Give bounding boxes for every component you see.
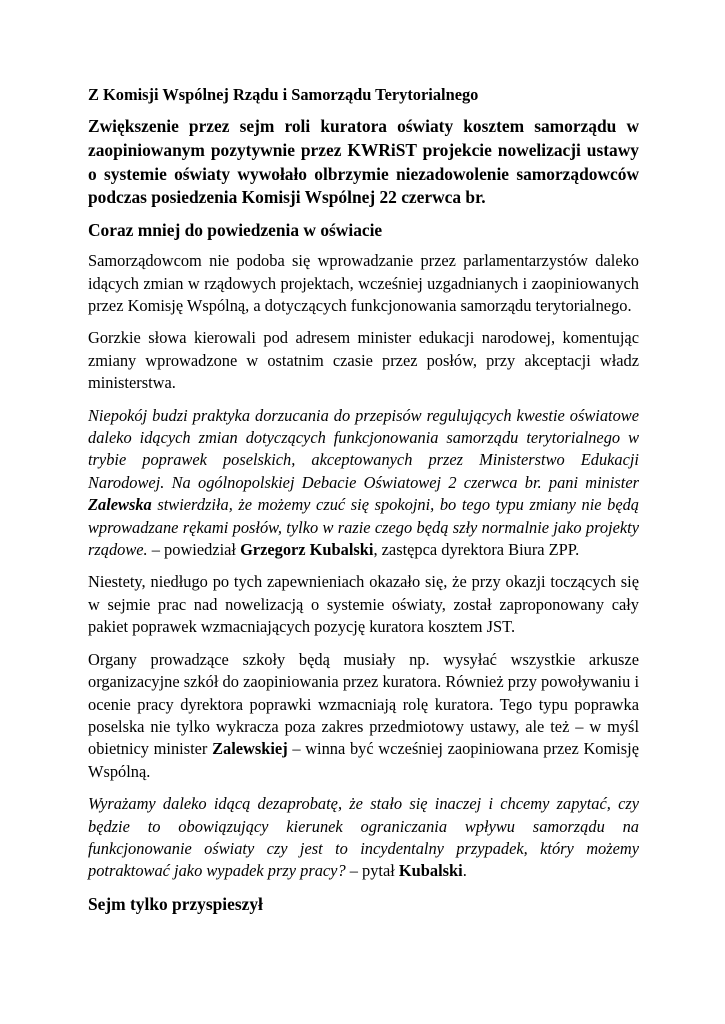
quote-paragraph-2: [88, 793, 639, 883]
para4-name-zalewskiej: Zalewskiej: [212, 739, 288, 759]
para4-text-a: Organy prowadzące szkoły będą musiały np. wysyłać wszystkie arkusze organizacyjne szkół do zaopiniowania przez kuratora. Również przy powoływaniu i ocenie pracy dyrektora poprawki wzmacniają rolę kuratora. Tego typu poprawka poselska nie tylko wykracza poza zakres przedmiotowy ustawy, ale też – w myśl obietnicy minister: [88, 649, 639, 759]
quote-attribution-a: – powiedział: [147, 540, 241, 560]
speaker-name-kubalski-full: Grzegorz Kubalski: [240, 540, 374, 560]
body-paragraph-3: Niestety, niedługo po tych zapewnieniach okazało się, że przy okazji toczących się w sejmie prac nad nowelizacją o systemie oświaty, został zaproponowany cały pakiet poprawek wzmacniających pozycję kuratora kosztem JST.: [88, 572, 639, 637]
quote-attribution-b: , zastępca dyrektora Biura ZPP.: [373, 540, 580, 560]
body-paragraph-2: Gorzkie słowa kierowali pod adresem minister edukacji narodowej, komentując zmiany wprowadzone w ostatnim czasie przez posłów, przy akceptacji władz ministerstwa.: [88, 328, 639, 393]
para4-text-b: – winna być wcześniej zaopiniowana przez Komisję Wspólną.: [88, 739, 640, 781]
quote-text-b: stwierdziła, że możemy czuć się spokojni, bo tego typu zmiany nie będą wprowadzane rękami posłów, tylko w razie czego będą szły normalnie jako projekty rządowe.: [88, 495, 639, 560]
body-paragraph-4: [88, 649, 639, 783]
speaker-name-kubalski: Kubalski: [398, 861, 463, 881]
quote2-attribution-b: .: [462, 861, 467, 881]
quote2-text: Wyrażamy daleko idącą dezaprobatę, że stało się inaczej i chcemy zapytać, czy będzie to obowiązujący kierunek ograniczania wpływu samorządu na funkcjonowanie oświaty czy jest to incydentalny przypadek, który możemy potraktować jako wypadek przy pracy?: [88, 794, 639, 881]
document-header: Z Komisji Wspólnej Rządu i Samorządu Terytorialnego: [88, 85, 479, 104]
quote-name-zalewska: Zalewska: [88, 495, 152, 515]
quote-paragraph-1: [88, 405, 639, 562]
quote-text-a: Niepokój budzi praktyka dorzucania do przepisów regulujących kwestie oświatowe daleko idących zmian dotyczących funkcjonowania samorządu terytorialnego w trybie poprawek poselskich, akceptowanych przez Ministerstwo Edukacji Narodowej. Na ogólnopolskiej Debacie Oświatowej 2 czerwca br. pani minister: [88, 405, 639, 492]
section-heading-oswiata: Coraz mniej do powiedzenia w oświacie: [88, 219, 383, 240]
section-heading-sejm: Sejm tylko przyspieszył: [88, 893, 263, 914]
lead-paragraph: Zwiększenie przez sejm roli kuratora oświaty kosztem samorządu w zaopiniowanym pozytywnie przez KWRiST projekcie nowelizacji ustawy o systemie oświaty wywołało olbrzymie niezadowolenie samorządowców podczas posiedzenia Komisji Wspólnej 22 czerwca br.: [88, 116, 639, 208]
document-page: [88, 84, 639, 924]
body-paragraph-1: Samorządowcom nie podoba się wprowadzanie przez parlamentarzystów daleko idących zmian w rządowych projektach, wcześniej uzgadnianych i zaopiniowanych przez Komisję Wspólną, a dotyczących funkcjonowania samorządu terytorialnego.: [88, 251, 639, 315]
quote2-attribution-a: – pytał: [345, 861, 399, 881]
